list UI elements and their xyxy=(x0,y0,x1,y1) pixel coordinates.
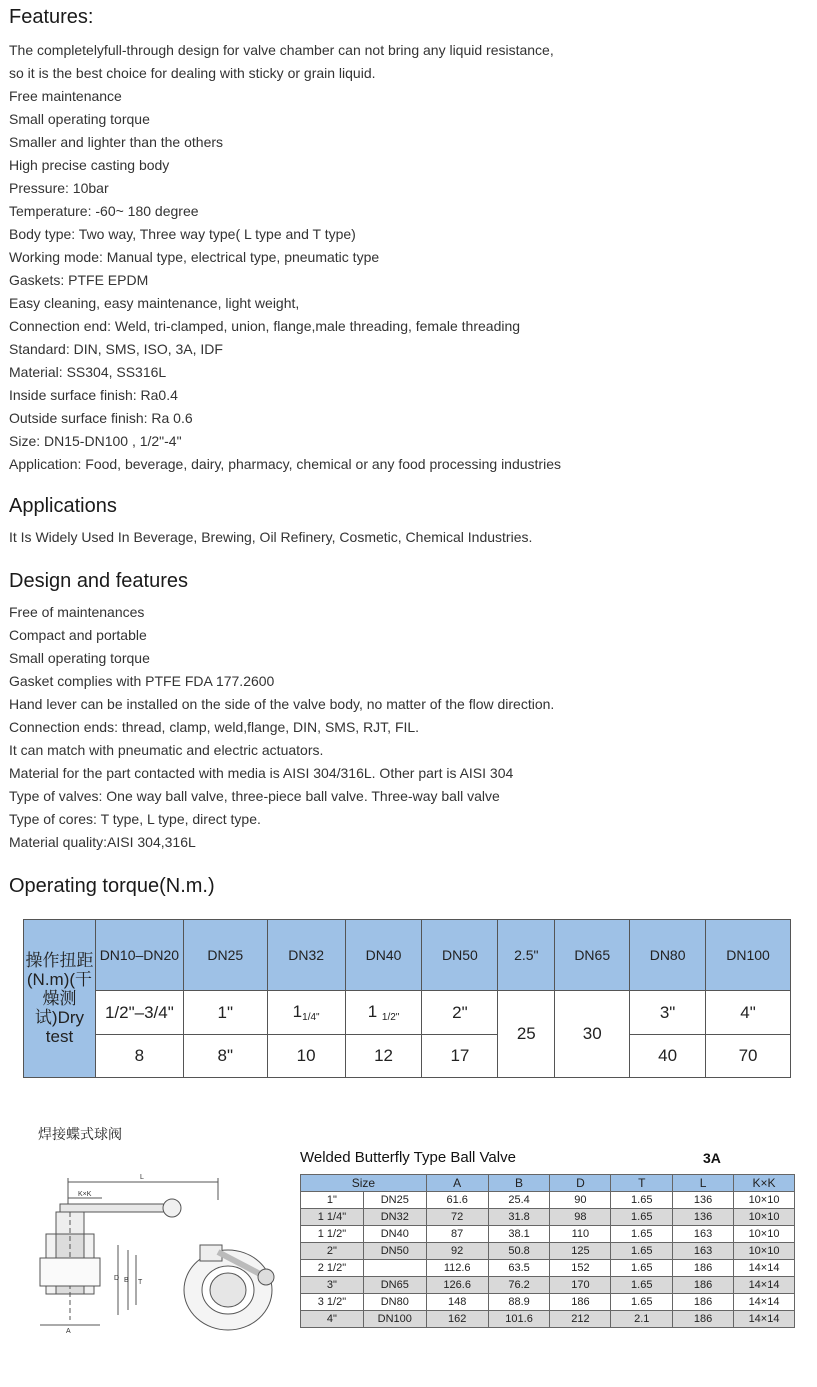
table-cell: 136 xyxy=(673,1209,734,1226)
table-cell: 186 xyxy=(673,1277,734,1294)
torque-header: DN65 xyxy=(555,920,630,991)
table-cell: DN50 xyxy=(363,1243,426,1260)
table-cell: 1.65 xyxy=(611,1226,673,1243)
features-list xyxy=(0,39,561,476)
text-line: The completelyfull-through design for valve chamber can not bring any liquid resistance, xyxy=(9,42,554,58)
table-cell: 14×14 xyxy=(734,1311,795,1328)
torque-inch-cell: 4" xyxy=(706,991,791,1034)
text-line: Material: SS304, SS316L xyxy=(9,364,167,380)
table-cell: 136 xyxy=(673,1192,734,1209)
table-row xyxy=(301,1226,795,1243)
text-line: so it is the best choice for dealing with sticky or grain liquid. xyxy=(9,65,376,81)
text-line: Connection end: Weld, tri-clamped, union, flange,male threading, female threading xyxy=(9,318,521,334)
torque-value-cell: 8 xyxy=(95,1034,183,1077)
torque-value-cell: 8" xyxy=(183,1034,267,1077)
text-line: Free of maintenances xyxy=(9,604,145,620)
text-line: Material quality:AISI 304,316L xyxy=(9,834,196,850)
valve-header: T xyxy=(611,1175,673,1192)
table-cell: 3 1/2" xyxy=(301,1294,364,1311)
text-line: Material for the part contacted with media is AISI 304/316L. Other part is AISI 304 xyxy=(9,765,514,781)
text-line: Outside surface finish: Ra 0.6 xyxy=(9,410,193,426)
valve-standard: 3A xyxy=(703,1150,721,1166)
text-line: Small operating torque xyxy=(9,650,150,666)
table-cell: 186 xyxy=(673,1311,734,1328)
text-line: Small operating torque xyxy=(9,111,150,127)
table-cell: 152 xyxy=(550,1260,611,1277)
torque-table xyxy=(23,919,791,1078)
valve-table-wrap xyxy=(300,1174,795,1328)
valve-header: B xyxy=(488,1175,550,1192)
inch-whole: 1 xyxy=(292,1002,303,1022)
drawing-label-kxk: K×K xyxy=(78,1191,92,1198)
table-row xyxy=(301,1294,795,1311)
table-cell: 2" xyxy=(301,1243,364,1260)
table-cell: 10×10 xyxy=(734,1243,795,1260)
table-cell: 10×10 xyxy=(734,1226,795,1243)
table-cell: 50.8 xyxy=(488,1243,550,1260)
table-cell: 170 xyxy=(550,1277,611,1294)
text-line: Pressure: 10bar xyxy=(9,180,109,196)
torque-value-cell: 17 xyxy=(422,1034,498,1077)
table-cell: 162 xyxy=(426,1311,488,1328)
torque-inch-cell: 3" xyxy=(630,991,706,1034)
table-cell: 25.4 xyxy=(488,1192,550,1209)
table-cell: 2 1/2" xyxy=(301,1260,364,1277)
table-cell: 148 xyxy=(426,1294,488,1311)
text-line: Temperature: -60~ 180 degree xyxy=(9,203,199,219)
table-cell: 1 1/4" xyxy=(301,1209,364,1226)
torque-inch-cell: 2" xyxy=(422,991,498,1034)
valve-header: A xyxy=(426,1175,488,1192)
torque-header: DN80 xyxy=(630,920,706,991)
valve-table-body xyxy=(301,1192,795,1328)
inch-whole: 1 xyxy=(367,1002,378,1022)
drawing-label-a: A xyxy=(66,1328,71,1335)
text-line: Size: DN15-DN100 , 1/2"-4" xyxy=(9,433,182,449)
table-cell: 61.6 xyxy=(426,1192,488,1209)
table-cell: 90 xyxy=(550,1192,611,1209)
torque-header: DN10–DN20 xyxy=(95,920,183,991)
table-row xyxy=(301,1192,795,1209)
torque-value-cell: 40 xyxy=(630,1034,706,1077)
table-row xyxy=(301,1209,795,1226)
table-row xyxy=(301,1243,795,1260)
design-heading: Design and features xyxy=(9,570,189,592)
valve-header: L xyxy=(673,1175,734,1192)
table-cell: 4" xyxy=(301,1311,364,1328)
table-cell: 101.6 xyxy=(488,1311,550,1328)
table-row xyxy=(301,1260,795,1277)
table-cell: 126.6 xyxy=(426,1277,488,1294)
table-cell: 125 xyxy=(550,1243,611,1260)
applications-section xyxy=(0,495,532,549)
text-line: Standard: DIN, SMS, ISO, 3A, IDF xyxy=(9,341,223,357)
drawing-label-d: D xyxy=(114,1275,120,1282)
table-row xyxy=(301,1277,795,1294)
table-cell: 1" xyxy=(301,1192,364,1209)
torque-header: DN50 xyxy=(422,920,498,991)
torque-value-cell: 10 xyxy=(267,1034,345,1077)
torque-header: DN25 xyxy=(183,920,267,991)
table-cell: 186 xyxy=(673,1294,734,1311)
table-cell: 14×14 xyxy=(734,1277,795,1294)
table-cell: 92 xyxy=(426,1243,488,1260)
torque-header: DN32 xyxy=(267,920,345,991)
text-line: It Is Widely Used In Beverage, Brewing, Oil Refinery, Cosmetic, Chemical Industries. xyxy=(9,529,533,545)
text-line: Connection ends: thread, clamp, weld,flange, DIN, SMS, RJT, FIL. xyxy=(9,719,420,735)
inch-fraction: 1/4" xyxy=(302,1012,320,1024)
table-cell: 1.65 xyxy=(611,1277,673,1294)
table-row xyxy=(301,1311,795,1328)
valve-title: Welded Butterfly Type Ball Valve xyxy=(300,1149,516,1166)
table-cell: 1.65 xyxy=(611,1209,673,1226)
text-line: Application: Food, beverage, dairy, pharmacy, chemical or any food processing industries xyxy=(9,456,561,472)
valve-dimension-table xyxy=(300,1174,795,1328)
valve-chinese-title: 焊接蝶式球阀 xyxy=(38,1127,122,1143)
table-cell: 163 xyxy=(673,1243,734,1260)
table-cell: 76.2 xyxy=(488,1277,550,1294)
drawing-label-l: L xyxy=(140,1174,144,1181)
table-cell: 1.65 xyxy=(611,1260,673,1277)
inch-fraction: 1/2" xyxy=(381,1012,400,1024)
text-line: Gaskets: PTFE EPDM xyxy=(9,272,149,288)
applications-heading: Applications xyxy=(9,495,117,517)
table-cell: 10×10 xyxy=(734,1209,795,1226)
torque-inch-cell xyxy=(345,991,422,1034)
torque-heading: Operating torque(N.m.) xyxy=(9,875,215,897)
text-line: High precise casting body xyxy=(9,157,170,173)
torque-header: DN100 xyxy=(706,920,791,991)
torque-value-cell: 12 xyxy=(345,1034,422,1077)
text-line: Inside surface finish: Ra0.4 xyxy=(9,387,178,403)
torque-inch-cell: 1/2"–3/4" xyxy=(95,991,183,1034)
torque-inch-cell xyxy=(267,991,345,1034)
torque-table-wrap xyxy=(23,919,791,1078)
table-cell: 14×14 xyxy=(734,1294,795,1311)
text-line: Compact and portable xyxy=(9,627,147,643)
text-line: Type of cores: T type, L type, direct type. xyxy=(9,811,261,827)
torque-header: 2.5" xyxy=(498,920,555,991)
drawing-label-b: B xyxy=(124,1277,129,1284)
applications-list xyxy=(0,526,532,549)
drawing-label-t: T xyxy=(138,1279,143,1286)
table-cell: 1 1/2" xyxy=(301,1226,364,1243)
table-cell: 212 xyxy=(550,1311,611,1328)
table-cell: 38.1 xyxy=(488,1226,550,1243)
torque-inch-cell: 1" xyxy=(183,991,267,1034)
features-section xyxy=(0,6,561,476)
text-line: Working mode: Manual type, electrical type, pneumatic type xyxy=(9,249,380,265)
valve-drawing xyxy=(28,1170,288,1335)
table-cell: 88.9 xyxy=(488,1294,550,1311)
valve-header: Size xyxy=(301,1175,427,1192)
valve-header: K×K xyxy=(734,1175,795,1192)
text-line: It can match with pneumatic and electric actuators. xyxy=(9,742,324,758)
table-cell: 3" xyxy=(301,1277,364,1294)
text-line: Free maintenance xyxy=(9,88,122,104)
text-line: Gasket complies with PTFE FDA 177.2600 xyxy=(9,673,275,689)
text-line: Type of valves: One way ball valve, three-piece ball valve. Three-way ball valve xyxy=(9,788,500,804)
table-cell: 186 xyxy=(673,1260,734,1277)
features-heading: Features: xyxy=(9,6,94,28)
torque-header: DN40 xyxy=(345,920,422,991)
table-cell: 98 xyxy=(550,1209,611,1226)
table-cell: DN40 xyxy=(363,1226,426,1243)
table-cell: 14×14 xyxy=(734,1260,795,1277)
table-cell: 2.1 xyxy=(611,1311,673,1328)
table-cell: 1.65 xyxy=(611,1243,673,1260)
valve-header: D xyxy=(550,1175,611,1192)
table-cell: 10×10 xyxy=(734,1192,795,1209)
text-line: Body type: Two way, Three way type( L type and T type) xyxy=(9,226,356,242)
table-cell: 186 xyxy=(550,1294,611,1311)
text-line: Hand lever can be installed on the side of the valve body, no matter of the flow direction. xyxy=(9,696,555,712)
torque-merged-cell: 25 xyxy=(498,991,555,1078)
table-cell xyxy=(363,1260,426,1277)
table-cell: 87 xyxy=(426,1226,488,1243)
torque-merged-cell: 30 xyxy=(555,991,630,1078)
table-cell: DN25 xyxy=(363,1192,426,1209)
table-cell: 110 xyxy=(550,1226,611,1243)
torque-value-cell: 70 xyxy=(706,1034,791,1077)
table-cell: 112.6 xyxy=(426,1260,488,1277)
design-list xyxy=(0,601,554,854)
table-cell: 1.65 xyxy=(611,1294,673,1311)
design-section xyxy=(0,570,554,854)
table-cell: DN32 xyxy=(363,1209,426,1226)
table-cell: 1.65 xyxy=(611,1192,673,1209)
table-cell: 63.5 xyxy=(488,1260,550,1277)
table-cell: DN100 xyxy=(363,1311,426,1328)
table-cell: 163 xyxy=(673,1226,734,1243)
table-cell: DN80 xyxy=(363,1294,426,1311)
table-cell: 31.8 xyxy=(488,1209,550,1226)
torque-corner-label: 操作扭距(N.m)(干燥测试)Dry test xyxy=(24,920,96,1078)
text-line: Easy cleaning, easy maintenance, light weight, xyxy=(9,295,300,311)
table-cell: DN65 xyxy=(363,1277,426,1294)
text-line: Smaller and lighter than the others xyxy=(9,134,224,150)
table-cell: 72 xyxy=(426,1209,488,1226)
